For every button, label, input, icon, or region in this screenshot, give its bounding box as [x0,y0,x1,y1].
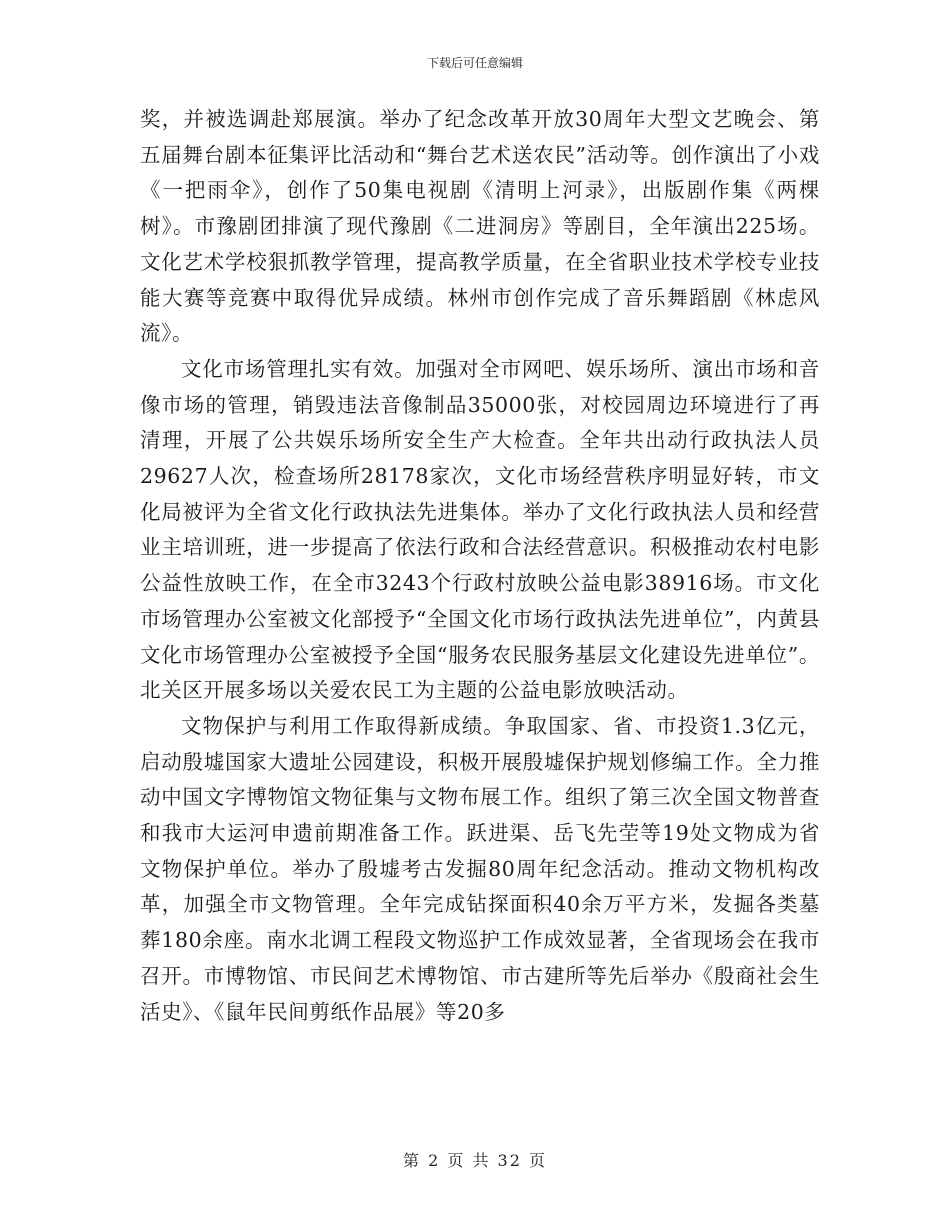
document-body [140,102,820,1030]
page-footer: 第 2 页 共 32 页 [403,1151,547,1170]
paragraph-3: 文物保护与利用工作取得新成绩。争取国家、省、市投资1.3亿元，启动殷墟国家大遗址公园建设，积极开展殷墟保护规划修编工作。全力推动中国文字博物馆文物征集与文物布展工作。组织了第三次全国文物普查和我市大运河申遗前期准备工作。跃进渠、岳飞先茔等19处文物成为省文物保护单位。举办了殷墟考古发掘80周年纪念活动。推动文物机构改革，加强全市文物管理。全年完成钻探面积40余万平方米，发掘各类墓葬180余座。南水北调工程段文物巡护工作成效显著，全省现场会在我市召开。市博物馆、市民间艺术博物馆、市古建所等先后举办《殷商社会生活史》、《鼠年民间剪纸作品展》等20多 [140,713,820,1024]
page-header: 下载后可任意编辑 [426,56,523,70]
paragraph-1: 奖，并被选调赴郑展演。举办了纪念改革开放30周年大型文艺晚会、第五届舞台剧本征集评比活动和“舞台艺术送农民”活动等。创作演出了小戏《一把雨伞》，创作了50集电视剧《清明上河录》，出版剧作集《两棵树》。市豫剧团排演了现代豫剧《二进洞房》等剧目，全年演出225场。文化艺术学校狠抓教学管理，提高教学质量，在全省职业技术学校专业技能大赛等竞赛中取得优异成绩。林州市创作完成了音乐舞蹈剧《林虑风流》。 [140,107,820,346]
paragraph-2: 文化市场管理扎实有效。加强对全市网吧、娱乐场所、演出市场和音像市场的管理，销毁违法音像制品35000张，对校园周边环境进行了再清理，开展了公共娱乐场所安全生产大检查。全年共出动行政执法人员29627人次，检查场所28178家次，文化市场经营秩序明显好转，市文化局被评为全省文化行政执法先进集体。举办了文化行政执法人员和经营业主培训班，进一步提高了依法行政和合法经营意识。积极推动农村电影公益性放映工作，在全市3243个行政村放映公益电影38916场。市文化市场管理办公室被文化部授予“全国文化市场行政执法先进单位”，内黄县文化市场管理办公室被授予全国“服务农民服务基层文化建设先进单位”。北关区开展多场以关爱农民工为主题的公益电影放映活动。 [140,356,820,703]
